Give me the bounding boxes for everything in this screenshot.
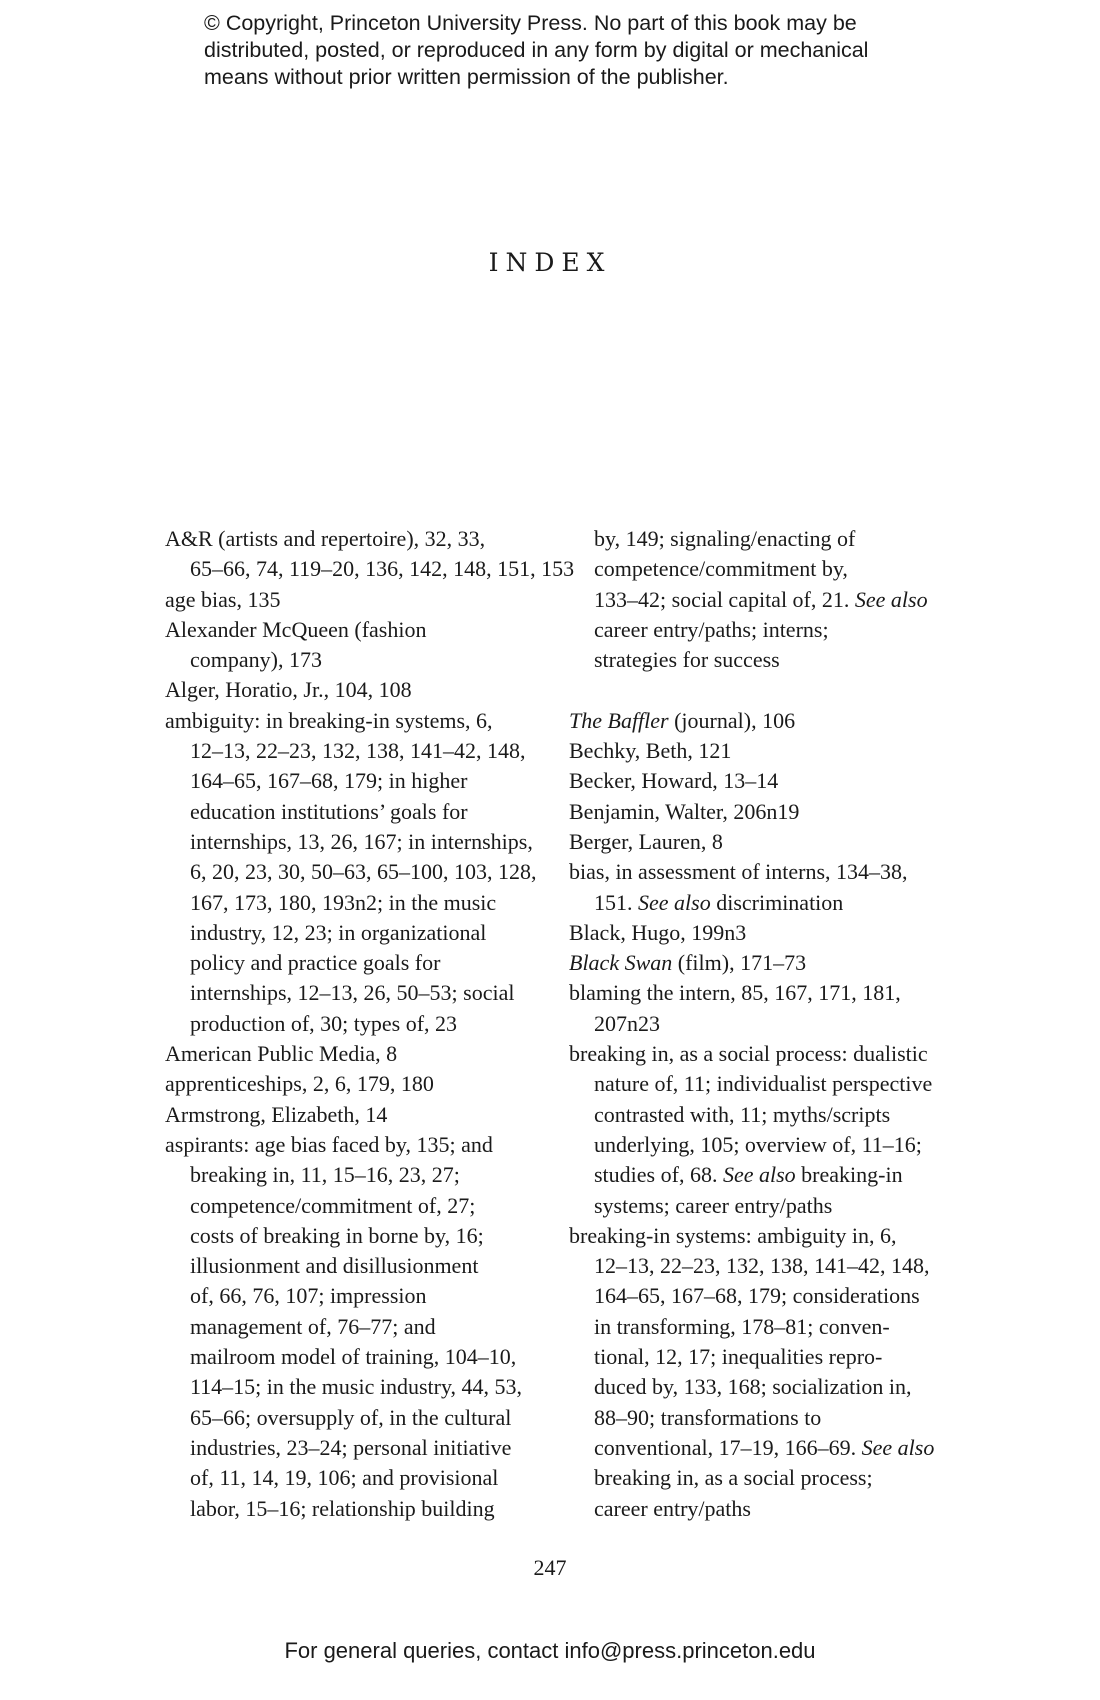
index-line xyxy=(569,1069,934,1099)
copyright-line: © Copyright, Princeton University Press. No part of this book may be xyxy=(204,11,857,35)
page-number: 247 xyxy=(533,1555,567,1580)
italic-segment: See also xyxy=(638,889,711,915)
text-segment: tional, 12, 17; inequalities repro- xyxy=(594,1344,883,1370)
contact-footer: For general queries, contact info@press.princeton.edu xyxy=(284,1638,816,1663)
index-line xyxy=(569,1221,934,1251)
index-line xyxy=(165,1372,574,1402)
text-segment: of, 66, 76, 107; impression xyxy=(190,1283,427,1309)
index-line xyxy=(165,1312,574,1342)
index-column-right xyxy=(569,524,934,1524)
index-line xyxy=(165,1009,574,1039)
text-segment: production of, 30; types of, 23 xyxy=(190,1010,458,1036)
index-line xyxy=(165,1433,574,1463)
index-line xyxy=(165,524,574,554)
text-segment: 12–13, 22–23, 132, 138, 141–42, 148, xyxy=(594,1253,930,1279)
index-line xyxy=(569,797,934,827)
text-segment: by, 149; signaling/enacting of xyxy=(594,526,856,551)
index-line xyxy=(165,1069,574,1099)
italic-segment: Black Swan xyxy=(569,950,673,976)
text-segment: discrimination xyxy=(710,889,844,915)
text-segment: aspirants: age bias faced by, 135; and xyxy=(165,1131,493,1157)
index-line xyxy=(165,1251,574,1281)
text-segment: age bias, 135 xyxy=(165,586,281,612)
index-line xyxy=(569,918,934,948)
index-line xyxy=(165,1403,574,1433)
index-line xyxy=(569,1039,934,1069)
text-segment: (journal), 106 xyxy=(668,707,796,733)
index-line xyxy=(165,797,574,827)
italic-segment: See also xyxy=(861,1434,935,1460)
copyright-notice xyxy=(204,10,924,91)
text-segment: 65–66, 74, 119–20, 136, 142, 148, 151, 153 xyxy=(190,556,575,582)
text-segment: education institutions’ goals for xyxy=(190,798,468,824)
page-title: INDEX xyxy=(488,248,612,277)
text-segment: 6, 20, 23, 30, 50–63, 65–100, 103, 128, xyxy=(190,859,537,885)
index-line xyxy=(569,706,934,736)
text-segment: costs of breaking in borne by, 16; xyxy=(190,1222,484,1248)
italic-segment: See also xyxy=(722,1162,796,1188)
italic-segment: See also xyxy=(854,586,928,612)
index-line xyxy=(569,1494,934,1524)
index-line xyxy=(569,1463,934,1493)
index-line xyxy=(569,1372,934,1402)
text-segment: labor, 15–16; relationship building xyxy=(190,1495,495,1521)
index-line xyxy=(165,888,574,918)
text-segment: Alexander McQueen (fashion xyxy=(165,616,427,642)
index-line xyxy=(569,615,934,645)
text-segment: systems; career entry/paths xyxy=(594,1192,833,1218)
text-segment: industries, 23–24; personal initiative xyxy=(190,1434,512,1460)
index-line xyxy=(165,766,574,796)
index-line xyxy=(165,554,574,584)
index-line xyxy=(165,585,574,615)
text-segment: Benjamin, Walter, 206n19 xyxy=(569,798,800,824)
text-segment: internships, 13, 26, 167; in internships, xyxy=(190,828,533,854)
text-segment: breaking in, as a social process; xyxy=(594,1465,873,1491)
text-segment: management of, 76–77; and xyxy=(190,1313,436,1339)
text-segment: internships, 12–13, 26, 50–53; social xyxy=(190,980,515,1006)
index-line xyxy=(165,857,574,887)
index-line xyxy=(569,645,934,675)
index-line xyxy=(569,1251,934,1281)
text-segment: illusionment and disillusionment xyxy=(190,1253,479,1279)
index-line xyxy=(165,1039,574,1069)
index-spacer xyxy=(569,675,934,705)
index-line xyxy=(165,1100,574,1130)
index-line xyxy=(165,948,574,978)
index-line xyxy=(569,1433,934,1463)
text-segment: nature of, 11; individualist perspective xyxy=(594,1071,933,1097)
index-line xyxy=(165,675,574,705)
index-line xyxy=(165,1130,574,1160)
index-line xyxy=(569,1342,934,1372)
index-line xyxy=(569,857,934,887)
text-segment: Black, Hugo, 199n3 xyxy=(569,919,747,945)
text-segment: 167, 173, 180, 193n2; in the music xyxy=(190,889,497,915)
index-line xyxy=(165,645,574,675)
text-segment: of, 11, 14, 19, 106; and provisional xyxy=(190,1465,499,1491)
index-line xyxy=(569,1191,934,1221)
text-segment: Alger, Horatio, Jr., 104, 108 xyxy=(165,677,412,703)
text-segment: policy and practice goals for xyxy=(190,950,441,976)
text-segment: breaking-in xyxy=(795,1162,903,1188)
index-line xyxy=(569,888,934,918)
index-line xyxy=(165,1281,574,1311)
text-segment: company), 173 xyxy=(190,647,322,673)
index-line xyxy=(569,1160,934,1190)
text-segment: Armstrong, Elizabeth, 14 xyxy=(165,1101,388,1127)
text-segment: career entry/paths; interns; xyxy=(594,616,829,642)
text-segment: apprenticeships, 2, 6, 179, 180 xyxy=(165,1071,434,1097)
copyright-line: distributed, posted, or reproduced in any form by digital or mechanical xyxy=(204,38,869,62)
index-line xyxy=(165,1160,574,1190)
index-line xyxy=(569,766,934,796)
text-segment: contrasted with, 11; myths/scripts xyxy=(594,1101,891,1127)
index-line xyxy=(569,827,934,857)
index-column-left xyxy=(165,524,574,1524)
text-segment: 207n23 xyxy=(594,1010,660,1036)
index-line xyxy=(165,1191,574,1221)
text-segment: 151. xyxy=(594,889,638,915)
index-line xyxy=(165,1494,574,1524)
index-line xyxy=(165,827,574,857)
italic-segment: The Baffler xyxy=(569,707,669,733)
text-segment: career entry/paths xyxy=(594,1495,751,1521)
text-segment: American Public Media, 8 xyxy=(165,1041,398,1067)
copyright-line: means without prior written permission of the publisher. xyxy=(204,65,729,89)
text-segment: competence/commitment by, xyxy=(594,556,848,582)
index-line xyxy=(569,1281,934,1311)
index-line xyxy=(569,978,934,1008)
text-segment: breaking-in systems: ambiguity in, 6, xyxy=(569,1222,897,1248)
text-segment: breaking in, as a social process: dualistic xyxy=(569,1041,928,1067)
index-line xyxy=(165,1463,574,1493)
text-segment: 88–90; transformations to xyxy=(594,1404,822,1430)
index-line xyxy=(569,1130,934,1160)
text-segment: in transforming, 178–81; conven- xyxy=(594,1313,890,1339)
text-segment: A&R (artists and repertoire), 32, 33, xyxy=(165,526,486,551)
index-line xyxy=(569,948,934,978)
index-line xyxy=(569,554,934,584)
index-line xyxy=(165,978,574,1008)
index-line xyxy=(569,1100,934,1130)
text-segment: 164–65, 167–68, 179; in higher xyxy=(190,768,468,794)
text-segment: studies of, 68. xyxy=(594,1162,723,1188)
text-segment: duced by, 133, 168; socialization in, xyxy=(594,1374,912,1400)
index-line xyxy=(165,615,574,645)
index-line xyxy=(569,524,934,554)
index-line xyxy=(569,1312,934,1342)
index-line xyxy=(569,736,934,766)
index-line xyxy=(165,1221,574,1251)
text-segment: industry, 12, 23; in organizational xyxy=(190,919,487,945)
text-segment: (film), 171–73 xyxy=(672,950,807,976)
text-segment: underlying, 105; overview of, 11–16; xyxy=(594,1131,922,1157)
text-segment: 65–66; oversupply of, in the cultural xyxy=(190,1404,512,1430)
text-segment: mailroom model of training, 104–10, xyxy=(190,1344,517,1370)
text-segment: Bechky, Beth, 121 xyxy=(569,738,732,764)
text-segment: Becker, Howard, 13–14 xyxy=(569,768,779,794)
index-line xyxy=(569,1009,934,1039)
index-line xyxy=(165,918,574,948)
text-segment: conventional, 17–19, 166–69. xyxy=(594,1434,857,1460)
text-segment: 12–13, 22–23, 132, 138, 141–42, 148, xyxy=(190,738,526,764)
text-segment: bias, in assessment of interns, 134–38, xyxy=(569,859,908,885)
text-segment: 114–15; in the music industry, 44, 53, xyxy=(190,1374,523,1400)
index-line xyxy=(165,706,574,736)
text-segment: strategies for success xyxy=(594,647,780,673)
text-segment: blaming the intern, 85, 167, 171, 181, xyxy=(569,980,901,1006)
index-line xyxy=(569,585,934,615)
text-segment: competence/commitment of, 27; xyxy=(190,1192,476,1218)
index-line xyxy=(165,736,574,766)
index-line xyxy=(165,1342,574,1372)
text-segment: 133–42; social capital of, 21. xyxy=(594,586,850,612)
text-segment: Berger, Lauren, 8 xyxy=(569,828,723,854)
text-segment: ambiguity: in breaking-in systems, 6, xyxy=(165,707,493,733)
text-segment: breaking in, 11, 15–16, 23, 27; xyxy=(190,1162,460,1188)
text-segment: 164–65, 167–68, 179; considerations xyxy=(594,1283,920,1309)
index-line xyxy=(569,1403,934,1433)
